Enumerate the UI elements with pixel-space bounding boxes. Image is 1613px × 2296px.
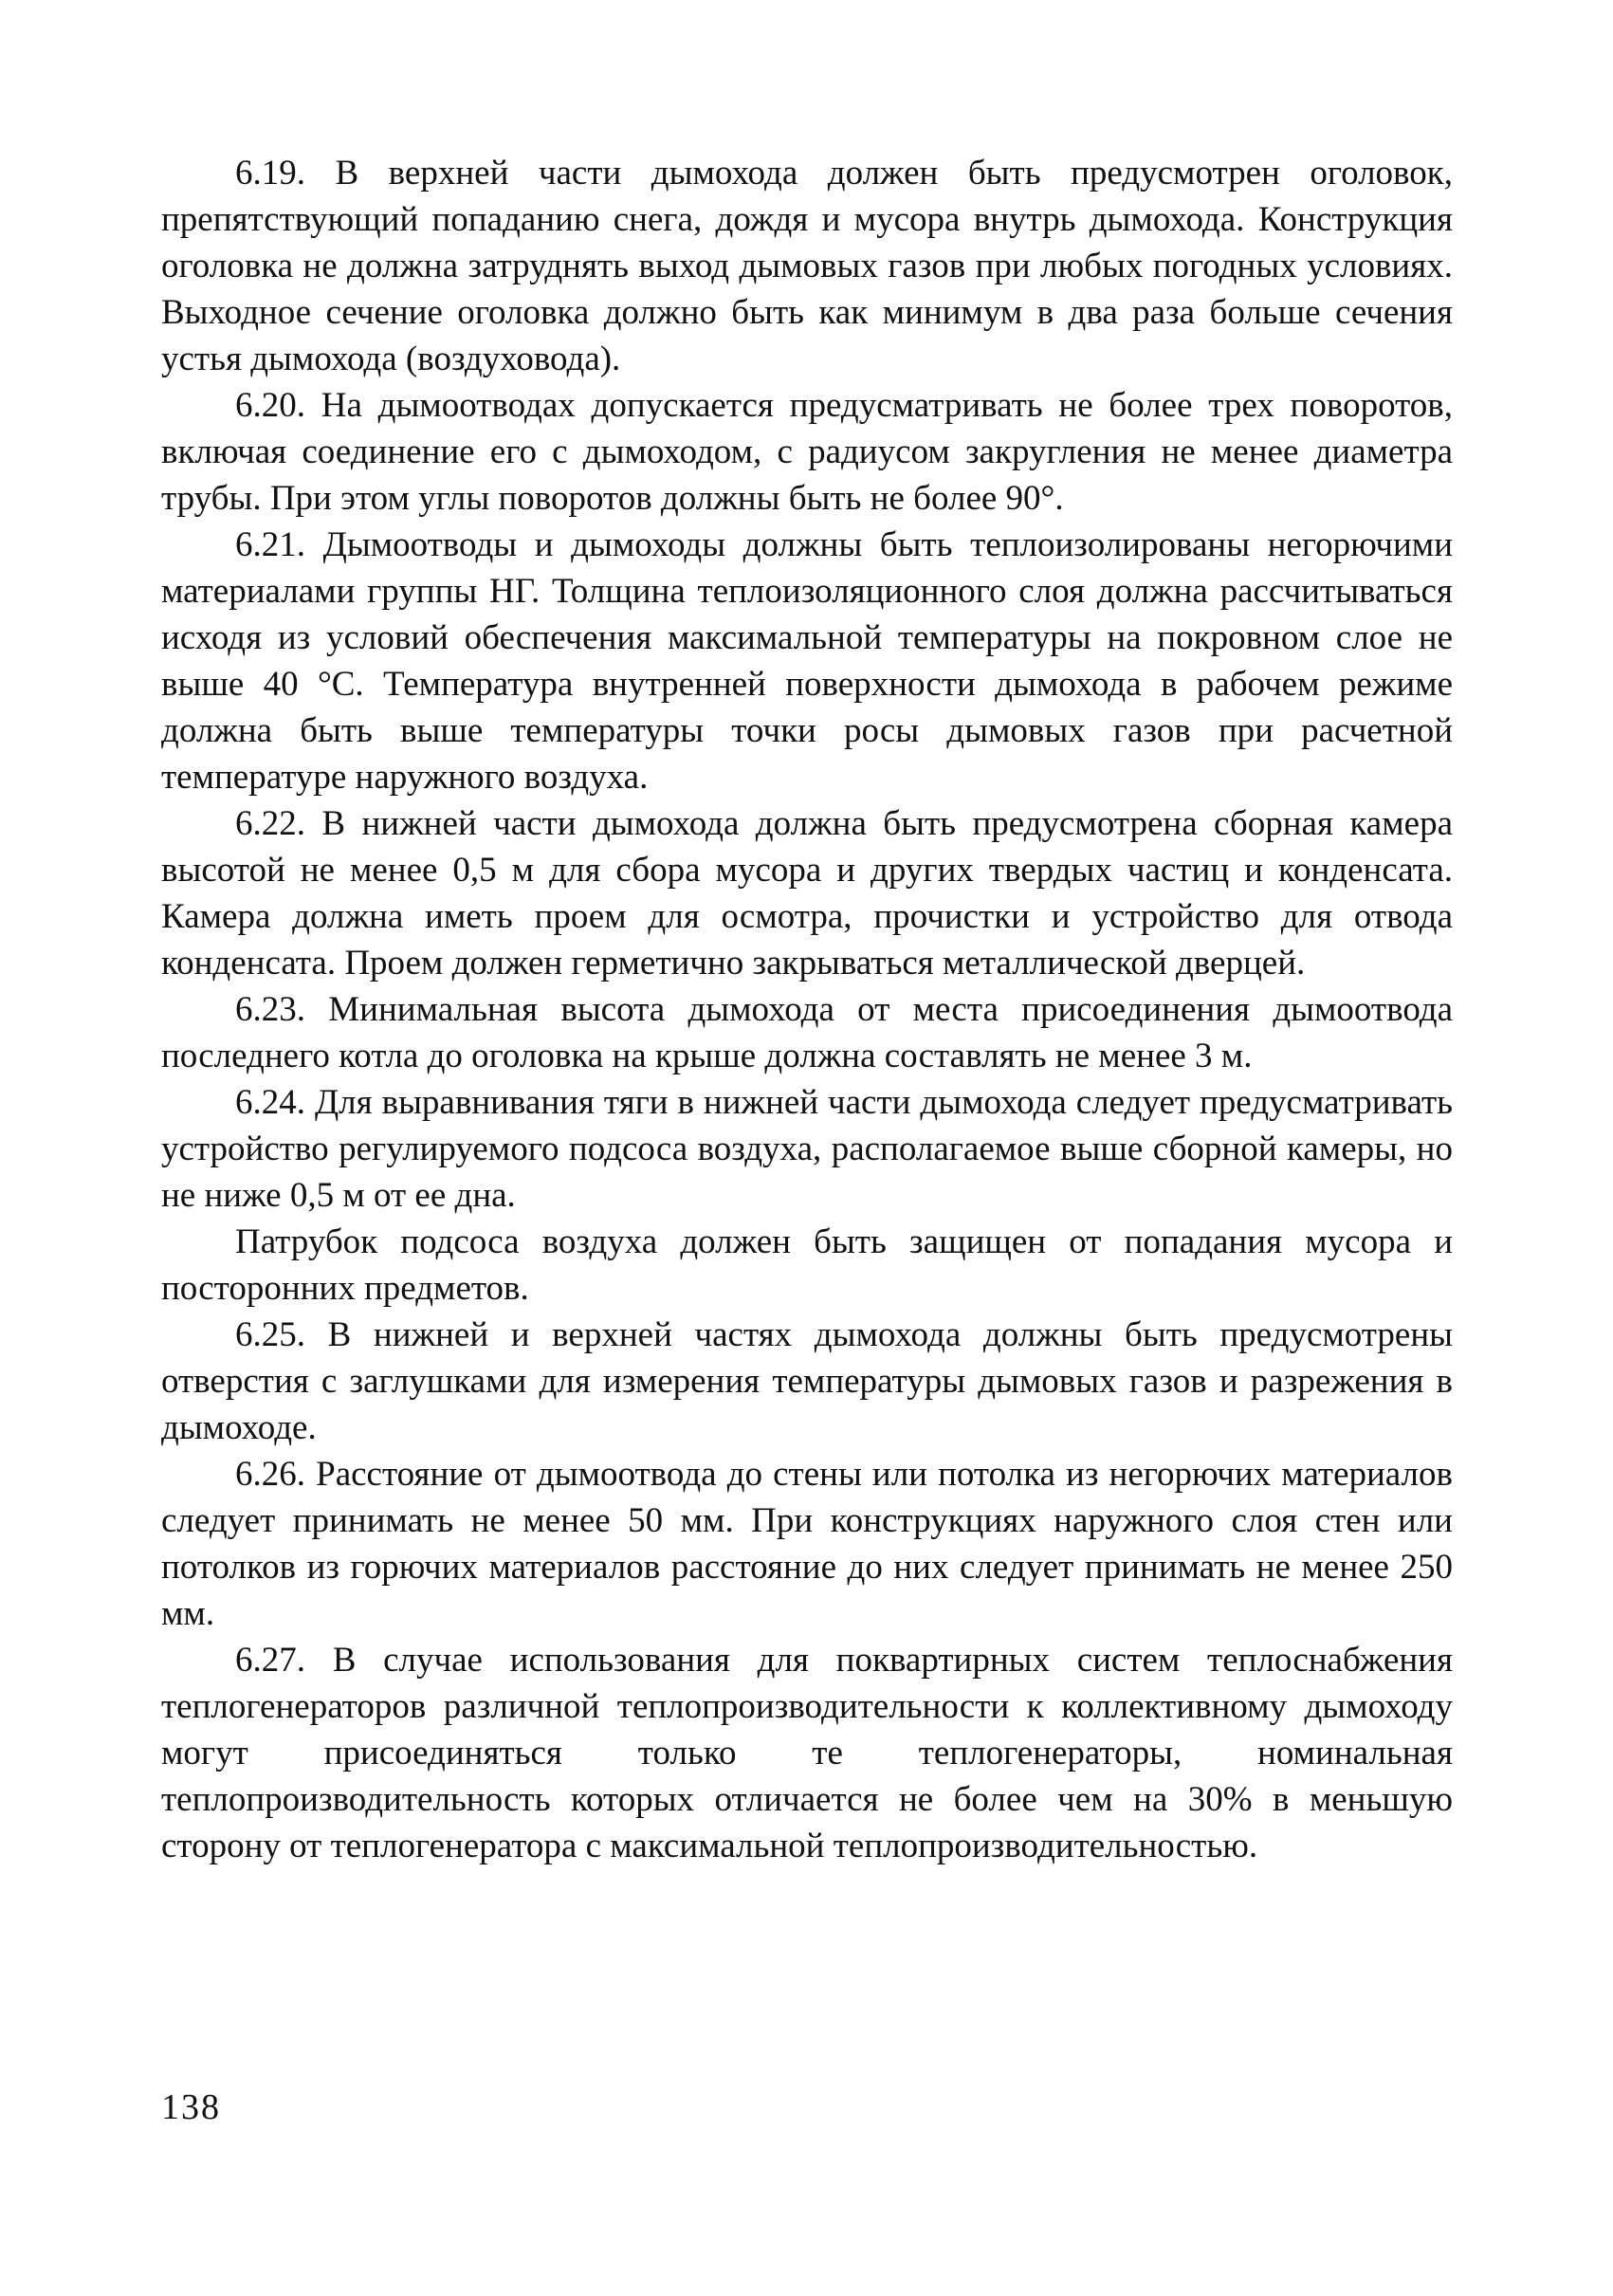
clause-6-27: 6.27. В случае использования для поквартирных систем теплоснабжения теплогенераторов различной теплопроизводительности к коллективному дымоходу могут присоединяться только те теплогенераторы, номинальная теплопроизводительность которых отличается не более чем на 30% в меньшую сторону от теплогенератора с максимальной теплопроизводительностью. xyxy=(161,1641,1453,1865)
body-text xyxy=(161,150,1453,1869)
clause-6-21: 6.21. Дымоотводы и дымоходы должны быть теплоизолированы негорючими материалами группы НГ. Толщина теплоизоляционного слоя должна рассчитываться исходя из условий обеспечения максимальной температуры на покровном слое не выше 40 °С. Температура внутренней поверхности дымохода в рабочем режиме должна быть выше температуры точки росы дымовых газов при расчетной температуре наружного воздуха. xyxy=(161,525,1453,797)
clause-6-26: 6.26. Расстояние от дымоотвода до стены или потолка из негорючих материалов следует принимать не менее 50 мм. При конструкциях наружного слоя стен или потолков из горючих материалов расстояние до них следует принимать не менее 250 мм. xyxy=(161,1455,1453,1633)
clause-6-22: 6.22. В нижней части дымохода должна быть предусмотрена сборная камера высотой не менее 0,5 м для сбора мусора и других твердых частиц и конденсата. Камера должна иметь проем для осмотра, прочистки и устройство для отвода конденсата. Проем должен герметично закрываться металлической дверцей. xyxy=(161,804,1453,983)
clause-6-19: 6.19. В верхней части дымохода должен быть предусмотрен оголовок, препятствующий попаданию снега, дождя и мусора внутрь дымохода. Конструкция оголовка не должна затруднять выход дымовых газов при любых погодных условиях. Выходное сечение оголовка должно быть как минимум в два раза больше сечения устья дымохода (воздуховода). xyxy=(161,154,1453,378)
clause-6-25: 6.25. В нижней и верхней частях дымохода должны быть предусмотрены отверстия с заглушками для измерения температуры дымовых газов и разрежения в дымоходе. xyxy=(161,1315,1453,1447)
clause-6-24-note: Патрубок подсоса воздуха должен быть защищен от попадания мусора и посторонних предметов. xyxy=(161,1222,1453,1308)
clause-6-23: 6.23. Минимальная высота дымохода от места присоединения дымоотвода последнего котла до оголовка на крыше должна составлять не менее 3 м. xyxy=(161,990,1453,1075)
clause-6-20: 6.20. На дымоотводах допускается предусматривать не более трех поворотов, включая соединение его с дымоходом, с радиусом закругления не менее диаметра трубы. При этом углы поворотов должны быть не более 90°. xyxy=(161,386,1453,518)
clause-6-24: 6.24. Для выравнивания тяги в нижней части дымохода следует предусматривать устройство регулируемого подсоса воздуха, располагаемое выше сборной камеры, но не ниже 0,5 м от ее дна. xyxy=(161,1083,1453,1215)
page-number: 138 xyxy=(161,2087,221,2127)
